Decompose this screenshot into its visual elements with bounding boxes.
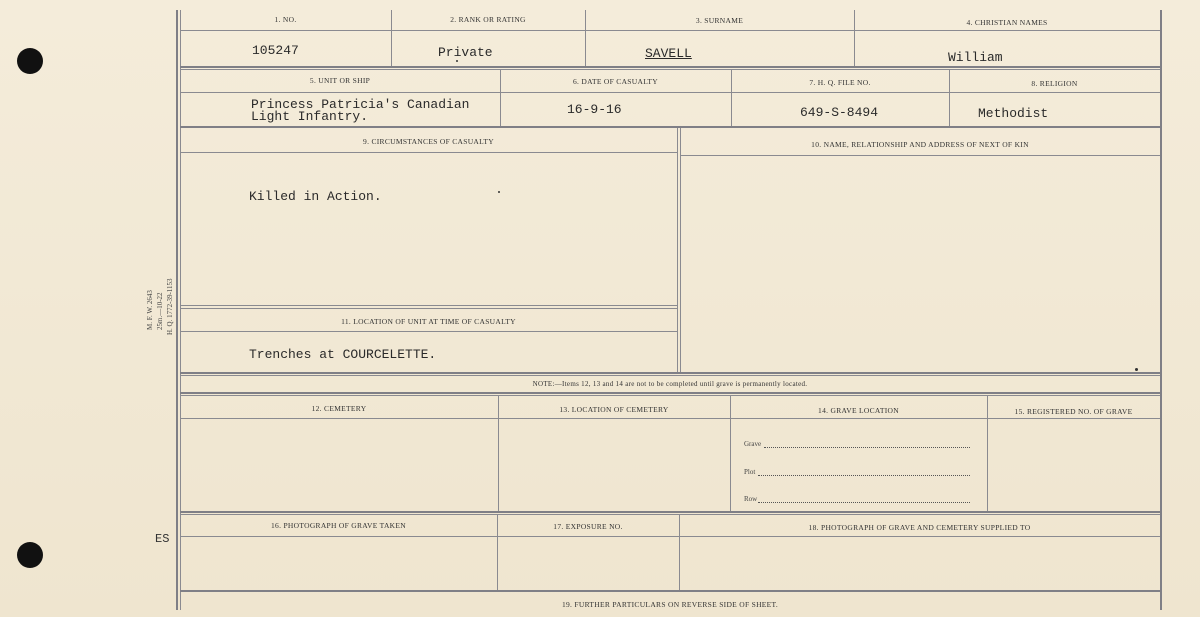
row4-bottom-line-2 (180, 514, 1160, 515)
form-code-2: 25m.—10-22 (156, 292, 164, 330)
row4-label-line (180, 418, 1160, 419)
next-of-kin-label: 10. NAME, RELATIONSHIP AND ADDRESS OF NEXT OF KIN (811, 140, 1029, 149)
unit-label: 5. UNIT OR SHIP (309, 76, 371, 85)
hq-file-label: 7. H. Q. FILE NO. (809, 78, 871, 87)
circumstances-label: 9. CIRCUMSTANCES OF CASUALTY (363, 137, 494, 146)
no-label: 1. NO. (274, 15, 297, 24)
ink-speck (456, 60, 458, 62)
religion-value: Methodist (978, 106, 1049, 121)
surname-label: 3. SURNAME (695, 16, 744, 25)
punch-hole-bottom (17, 542, 43, 568)
row3-divider-2 (680, 128, 681, 372)
note-top-line-2 (180, 375, 1160, 376)
surname-value: SAVELL (645, 46, 692, 61)
exposure-label: 17. EXPOSURE NO. (553, 522, 623, 531)
location-cemetery-label: 13. LOCATION OF CEMETERY (559, 405, 669, 414)
grave-location-label: 14. GRAVE LOCATION (818, 406, 899, 415)
left-border-inner (180, 10, 181, 610)
location-unit-value: Trenches at COURCELETTE. (249, 347, 437, 362)
date-label: 6. DATE OF CASUALTY (572, 77, 658, 86)
grave-field-line (764, 447, 970, 448)
religion-label: 8. RELIGION (1031, 79, 1078, 88)
rank-value: Private (438, 45, 493, 60)
circumstances-value: Killed in Action. (249, 189, 382, 204)
note-bottom-line (180, 392, 1160, 394)
plot-field-label: Plot (744, 468, 756, 476)
row1-label-line (180, 30, 1160, 31)
row3-divider (677, 128, 678, 372)
row5-label-line (180, 536, 1160, 537)
ink-speck (498, 191, 500, 193)
no-value: 105247 (252, 43, 299, 58)
row1-bottom-line (180, 66, 1160, 68)
row-field-label: Row (744, 495, 758, 503)
row4-bottom-line (180, 511, 1160, 513)
row1-bottom-line-2 (180, 69, 1160, 70)
cemetery-label: 12. CEMETERY (311, 404, 367, 413)
registered-no-label: 15. REGISTERED NO. OF GRAVE (1014, 407, 1133, 416)
footer-note: 19. FURTHER PARTICULARS ON REVERSE SIDE OF SHEET. (561, 600, 779, 609)
row5-bottom-line (180, 590, 1160, 592)
photo-taken-label: 16. PHOTOGRAPH OF GRAVE TAKEN (271, 521, 406, 530)
plot-field-line (758, 475, 970, 476)
next-of-kin-label-line (680, 155, 1160, 156)
date-value: 16-9-16 (567, 102, 622, 117)
photo-supplied-label: 18. PHOTOGRAPH OF GRAVE AND CEMETERY SUPPLIED TO (808, 523, 1031, 532)
form-code-3: H. Q. 1772-39-1153 (166, 278, 174, 335)
christian-names-label: 4. CHRISTIAN NAMES (966, 18, 1048, 27)
ink-speck (1135, 368, 1138, 371)
grave-field-label: Grave (744, 440, 762, 448)
location-unit-top-line (180, 305, 677, 306)
location-unit-top-line-2 (180, 308, 677, 309)
hq-file-value: 649-S-8494 (800, 105, 879, 120)
row2-label-line (180, 92, 1160, 93)
left-border (176, 10, 178, 610)
christian-names-value: William (948, 50, 1003, 65)
unit-value-line2: Light Infantry. (251, 109, 369, 124)
unit-value-line1: Princess Patricia's Canadian (251, 97, 470, 112)
punch-hole-top (17, 48, 43, 74)
location-unit-label-line (180, 331, 677, 332)
circumstances-label-line (180, 152, 677, 153)
note-bottom-line-2 (180, 395, 1160, 396)
margin-mark: ES (155, 532, 170, 546)
form-code-1: M. F. W. 2643 (146, 290, 154, 330)
note-text: NOTE:—Items 12, 13 and 14 are not to be completed until grave is permanently located. (532, 380, 808, 388)
right-border (1160, 10, 1162, 610)
location-unit-label: 11. LOCATION OF UNIT AT TIME OF CASUALTY (341, 317, 516, 326)
rank-label: 2. RANK OR RATING (450, 15, 526, 24)
row-field-line (758, 502, 970, 503)
row2-divider-3 (949, 69, 950, 126)
note-top-line (180, 372, 1160, 374)
row2-bottom-line (180, 126, 1160, 128)
